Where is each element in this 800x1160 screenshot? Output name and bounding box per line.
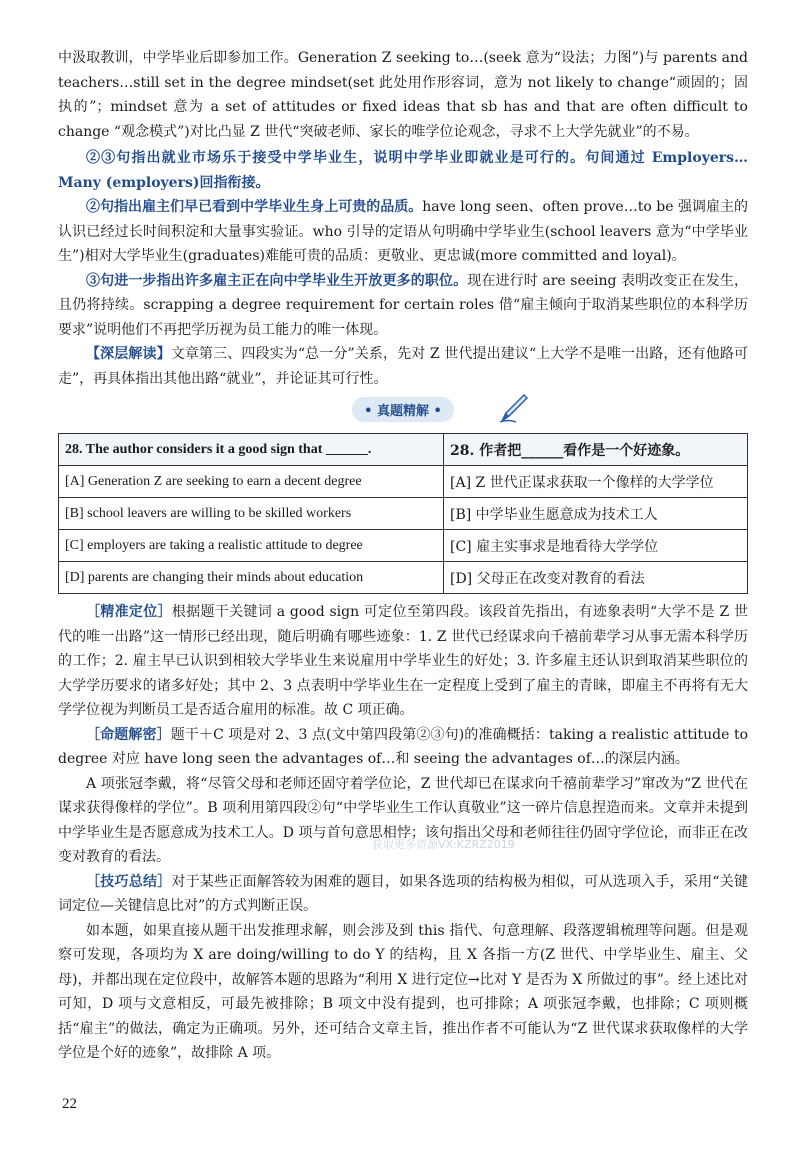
paragraph: A 项张冠李戴，将“尽管父母和老师还固守着学位论，Z 世代却已在谋求向千禧前辈学习”窜改为“Z 世代在谋求获得像样的学位”。B 项利用第四段②句“中学毕业生工作认真敬业”这一碎片信息捏造而来。文章并未提到中学毕业生是否愿意成为技术工人。D 项与首句意思相悖；该句指出父母和老师往往仍固守学位论，而非正在改变对教育的看法。: [58, 775, 748, 865]
paragraph: [58, 723, 748, 772]
section-tag: ［命题解密］: [86, 726, 171, 743]
option-row-b: [59, 498, 748, 530]
paragraph-text: have long seen、often prove…to be 强调雇主的认识已经过长时间积淀和大量事实验证。who 引导的定语从句明确中学毕业生(school leavers 意为“中学毕业生”)相对大学毕业生(graduates)难能可贵的品质：更敬业、更忠诚(more committed and loyal)。: [58, 199, 748, 264]
section-tag: ［技巧总结］: [86, 873, 172, 890]
option-row-c: [59, 530, 748, 562]
option-b-zh: [B] 中学毕业生愿意成为技术工人: [444, 498, 748, 530]
section-tag: 【深层解读】: [86, 346, 171, 362]
question-stem-row: [59, 434, 748, 466]
page-content: [58, 46, 748, 1066]
analysis-heading: ③句进一步指出许多雇主正在向中学毕业生开放更多的职位。: [86, 272, 468, 289]
section-tag: ［精准定位］: [86, 604, 172, 620]
paragraph: 中汲取教训，中学毕业后即参加工作。Generation Z seeking to…(seek 意为“设法；力图”)与 parents and teachers…still set in the degree mindset(set 此处用作形容词，意为 not likely to change“顽固的；固执的”；mindset 意为 a set of attitudes or fixed ideas that sb has and that are often difficult to change “观念模式”)对比凸显 Z 世代“突破老师、家长的唯学位论观念，寻求不上大学先就业”的不易。: [58, 50, 748, 140]
option-a-zh: [A] Z 世代正谋求获取一个像样的大学学位: [444, 466, 748, 498]
paragraph: [58, 195, 748, 269]
paragraph: [58, 870, 748, 919]
option-b-en: [B] school leavers are willing to be skilled workers: [59, 498, 444, 530]
question-stem-zh: 28. 作者把______看作是一个好迹象。: [444, 434, 748, 466]
analysis-heading: ②句指出雇主们早已看到中学毕业生身上可贵的品质。: [86, 199, 423, 215]
page-number: 22: [62, 1096, 77, 1112]
option-c-zh: [C] 雇主实事求是地看待大学学位: [444, 530, 748, 562]
paragraph-text: 根据题干关键词 a good sign 可定位至第四段。该段首先指出，有迹象表明“大学不是 Z 世代的唯一出路”这一情形已经出现，随后明确有哪些迹象：1. Z 世代已经谋求向千禧前辈学习从事无需本科学历的工作；2. 雇主早已认识到相较大学毕业生来说雇用中学毕业生的好处；3. 许多雇主还认识到取消某些职位的大学学历要求的诸多好处；其中 2、3 点表明中学毕业生在一定程度上受到了雇主的青睐，即雇主不再将有无大学学位视为判断员工是否适合雇用的标准。故 C 项正确。: [58, 604, 749, 718]
paragraph: [58, 600, 748, 723]
question-stem-en: 28. The author considers it a good sign that ______.: [59, 434, 444, 466]
option-row-a: [59, 466, 748, 498]
option-d-zh: [D] 父母正在改变对教育的看法: [444, 562, 748, 594]
paragraph-text: 题干＋C 项是对 2、3 点(文中第四段第②③句)的准确概括：taking a realistic attitude to degree 对应 have long seen the advantages of…和 seeing the advantages of…的深层内涵。: [58, 726, 749, 767]
paragraph-text: 现在进行时 are seeing 表明改变正在发生，且仍将持续。scrapping a degree requirement for certain roles 借“雇主倾向于取消某些职位的本科学历要求”说明他们不再把学历视为员工能力的唯一体现。: [58, 272, 749, 338]
paragraph-text: 对于某些正面解答较为困难的题目，如果各选项的结构极为相似，可从选项入手，采用“关键词定位—关键信息比对”的方式判断正误。: [58, 873, 749, 914]
banner-label: • 真题精解 •: [352, 397, 454, 422]
option-a-en: [A] Generation Z are seeking to earn a decent degree: [59, 466, 444, 498]
section-banner: [58, 397, 748, 425]
option-row-d: [59, 562, 748, 594]
option-d-en: [D] parents are changing their minds about education: [59, 562, 444, 594]
paragraph: [58, 342, 748, 391]
paragraph: 如本题，如果直接从题干出发推理求解，则会涉及到 this 指代、句意理解、段落逻辑梳理等问题。但是观察可发现，各项均为 X are doing/willing to do Y 的结构，且 X 各指一方(Z 世代、中学毕业生、雇主、父母)，并都出现在定位段中，故解答本题的思路为“利用 X 进行定位→比对 Y 是否为 X 所做过的事”。经上述比对可知，D 项与文意相反，可最先被排除；B 项文中没有提到，也可排除；A 项张冠李戴，也排除；C 项则概括“雇主”的做法，确定为正确项。另外，还可结合文章主旨，推出作者不可能认为“Z 世代谋求获取像样的大学学位是个好的迹象”，故排除 A 项。: [58, 922, 748, 1061]
pen-icon: [496, 391, 530, 425]
analysis-heading: ②③句指出就业市场乐于接受中学毕业生，说明中学毕业即就业是可行的。句间通过 Employers… Many (employers)回指衔接。: [58, 150, 748, 191]
watermark: 获取更多资源VX:KZRZ2019: [372, 838, 515, 851]
question-table: [58, 433, 748, 594]
option-c-en: [C] employers are taking a realistic attitude to degree: [59, 530, 444, 562]
paragraph: [58, 269, 748, 343]
paragraph-text: 文章第三、四段实为“总一分”关系，先对 Z 世代提出建议“上大学不是唯一出路，还有他路可走”，再具体指出其他出路“就业”，并论证其可行性。: [58, 346, 749, 387]
